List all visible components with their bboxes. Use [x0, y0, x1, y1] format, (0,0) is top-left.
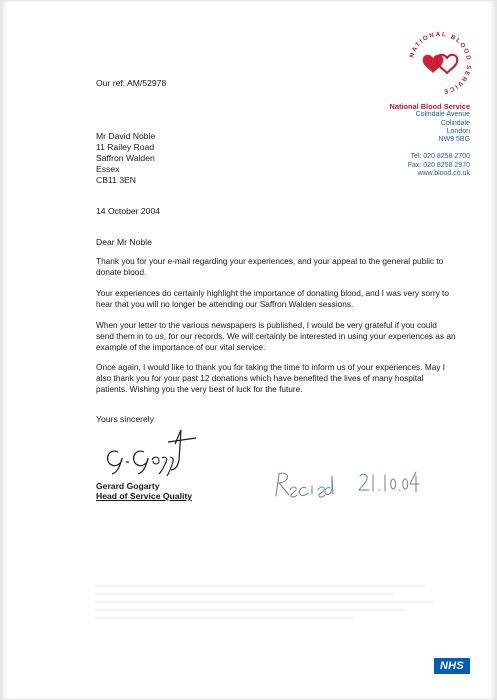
recipient-name: Mr David Noble — [96, 131, 156, 141]
body-paragraph: When your letter to the various newspapers is published, I would be very grateful if you could send them in to us, for our records. We will certainly be interested in using your experiences as an example of the importance of our vital service. — [96, 320, 456, 352]
handwritten-received-note — [272, 462, 422, 500]
organisation-name: National Blood Service — [389, 102, 470, 111]
recipient-address-line: Essex — [96, 164, 120, 174]
org-address-line: London — [446, 127, 470, 135]
letter-date: 14 October 2004 — [96, 206, 161, 216]
org-address-line: Colindale Avenue — [415, 111, 470, 119]
svg-text:NATIONAL BLOOD SERVICE: NATIONAL BLOOD SERVICE — [408, 30, 473, 96]
body-paragraph: Your experiences do certainly highlight the importance of donating blood, and I was very sorry to hear that you will no longer be attending our Saffron Walden sessions. — [96, 288, 449, 309]
handwritten-signature — [100, 422, 210, 482]
paper-show-through — [95, 585, 455, 625]
organisation-address — [390, 103, 471, 178]
recipient-postcode: CB11 3EN — [96, 175, 136, 185]
body-paragraph: Once again, I would like to thank you for taking the time to inform us of your experiences. May I also thank you for your past 12 donations which have benefited the lives of many hospital patients. Wishing you the very best of luck for the future. — [96, 362, 446, 394]
salutation: Dear Mr Noble — [96, 237, 152, 247]
nhs-logo: NHS — [434, 658, 470, 674]
org-fax: Fax: 020 8258 2970 — [407, 161, 470, 169]
org-address-line: NW9 5BG — [438, 136, 470, 144]
our-reference: Our ref: AM/52978 — [96, 78, 167, 88]
signatory-title: Head of Service Quality — [96, 491, 192, 501]
org-website: www.blood.co.uk — [417, 170, 470, 178]
org-address-line: Colindale — [440, 119, 470, 127]
hearts-icon — [423, 55, 458, 73]
body-paragraph: Thank you for your e-mail regarding your experiences, and your appeal to the general public to donate blood. — [96, 256, 444, 277]
signatory-name: Gerard Gogarty — [96, 481, 160, 491]
recipient-address-line: Saffron Walden — [96, 153, 155, 163]
closing: Yours sincerely — [96, 414, 154, 424]
recipient-address-line: 11 Railey Road — [96, 142, 155, 152]
org-telephone: Tel: 020 8258 2700 — [410, 153, 470, 161]
national-blood-service-logo — [405, 28, 475, 98]
